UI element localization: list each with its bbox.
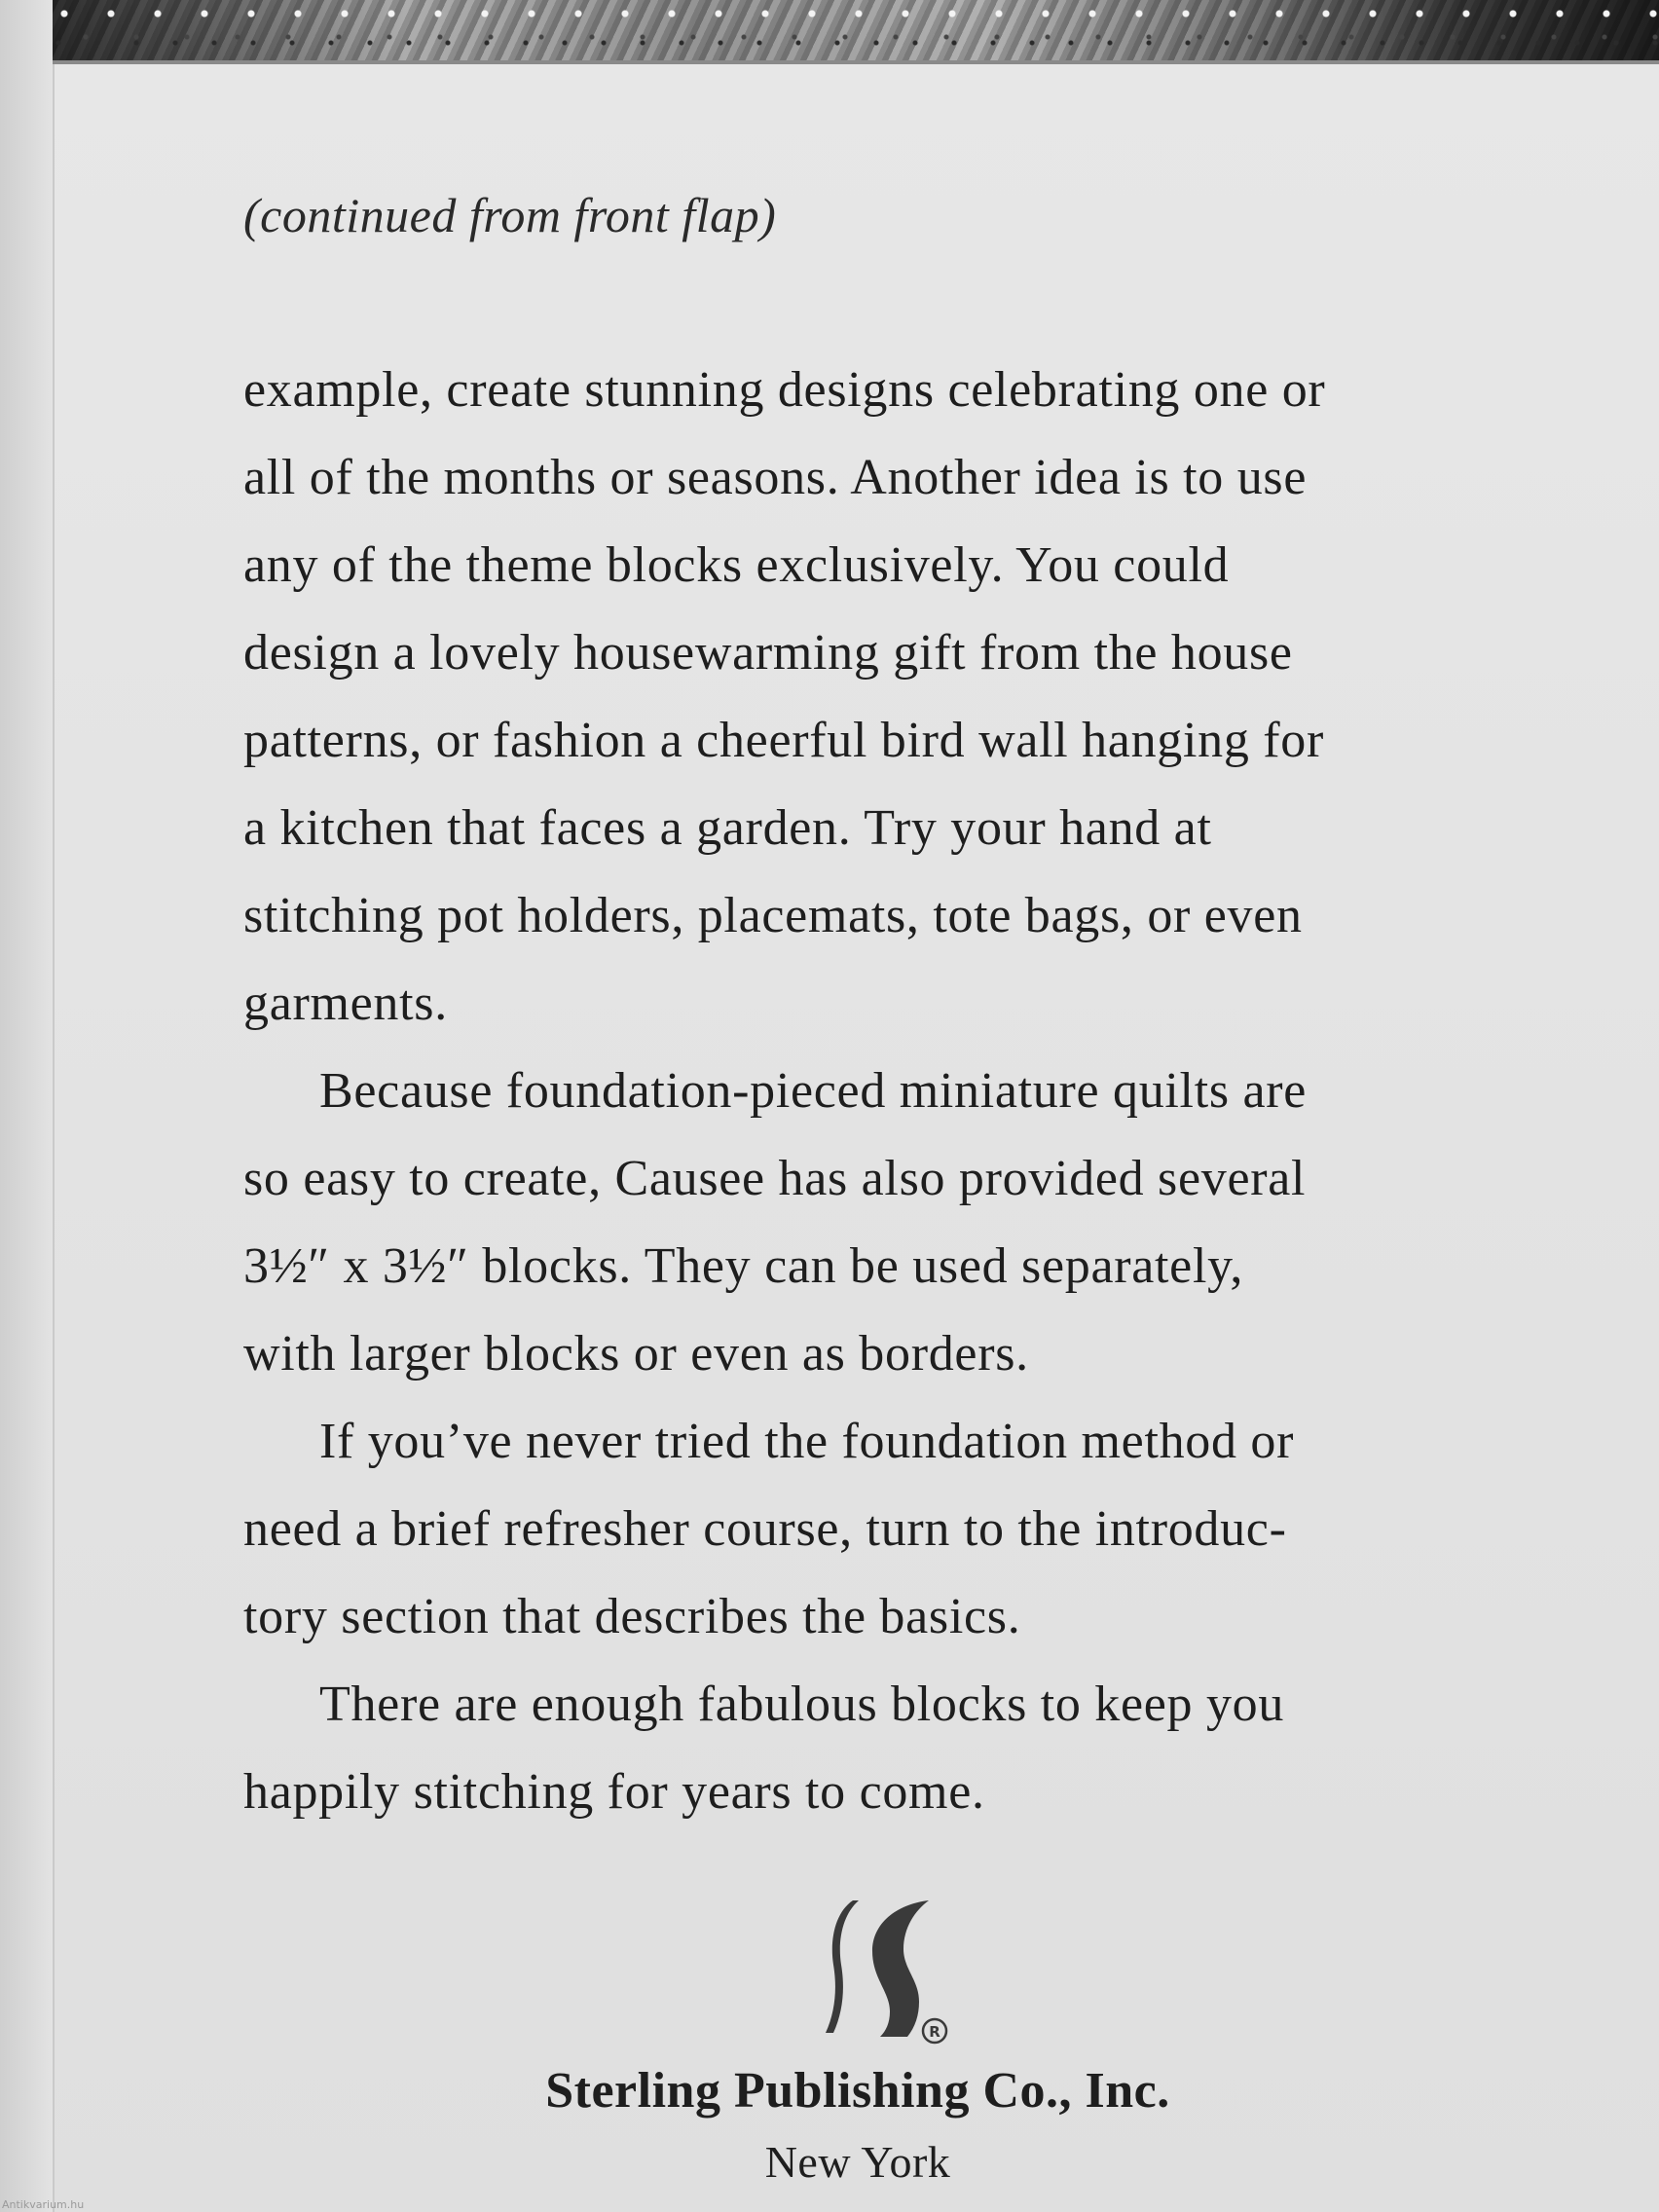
text-line: happily stitching for years to come. <box>243 1764 985 1820</box>
text-line: stitching pot holders, placemats, tote bags, or even <box>243 888 1303 943</box>
publisher-logo <box>814 1895 960 2050</box>
fabric-photo-strip <box>53 0 1659 62</box>
text-line: patterns, or fashion a cheerful bird wall hanging for <box>243 713 1324 768</box>
text-line: so easy to create, Causee has also provided several <box>243 1151 1307 1206</box>
continued-note: (continued from front flap) <box>243 188 777 242</box>
text-line: need a brief refresher course, turn to the introduc- <box>243 1501 1287 1557</box>
sterling-s-logo-icon <box>814 1895 960 2050</box>
text-line: garments. <box>243 976 448 1031</box>
svg-text:R: R <box>929 2023 940 2041</box>
text-line: design a lovely housewarming gift from the house <box>243 625 1293 681</box>
text-line: any of the theme blocks exclusively. You could <box>243 537 1230 593</box>
text-line: If you’ve never tried the foundation method or <box>319 1414 1295 1469</box>
text-line: a kitchen that faces a garden. Try your hand at <box>243 800 1212 856</box>
back-flap-page <box>53 64 1659 2212</box>
text-line: 3½″ x 3½″ blocks. They can be used separately, <box>243 1238 1244 1294</box>
text-line: with larger blocks or even as borders. <box>243 1326 1029 1382</box>
left-margin-shadow <box>0 0 55 2212</box>
watermark-text: Antikvarium.hu <box>2 2198 85 2211</box>
publisher-name: Sterling Publishing Co., Inc. <box>545 2063 1170 2119</box>
publisher-city: New York <box>764 2137 951 2187</box>
text-line: tory section that describes the basics. <box>243 1589 1021 1644</box>
text-line: There are enough fabulous blocks to keep you <box>319 1677 1285 1732</box>
text-line: example, create stunning designs celebrating one or <box>243 362 1326 418</box>
flap-body-text <box>243 347 1606 1836</box>
text-line: Because foundation-pieced miniature quilts are <box>319 1063 1308 1119</box>
text-line: all of the months or seasons. Another idea is to use <box>243 450 1308 505</box>
